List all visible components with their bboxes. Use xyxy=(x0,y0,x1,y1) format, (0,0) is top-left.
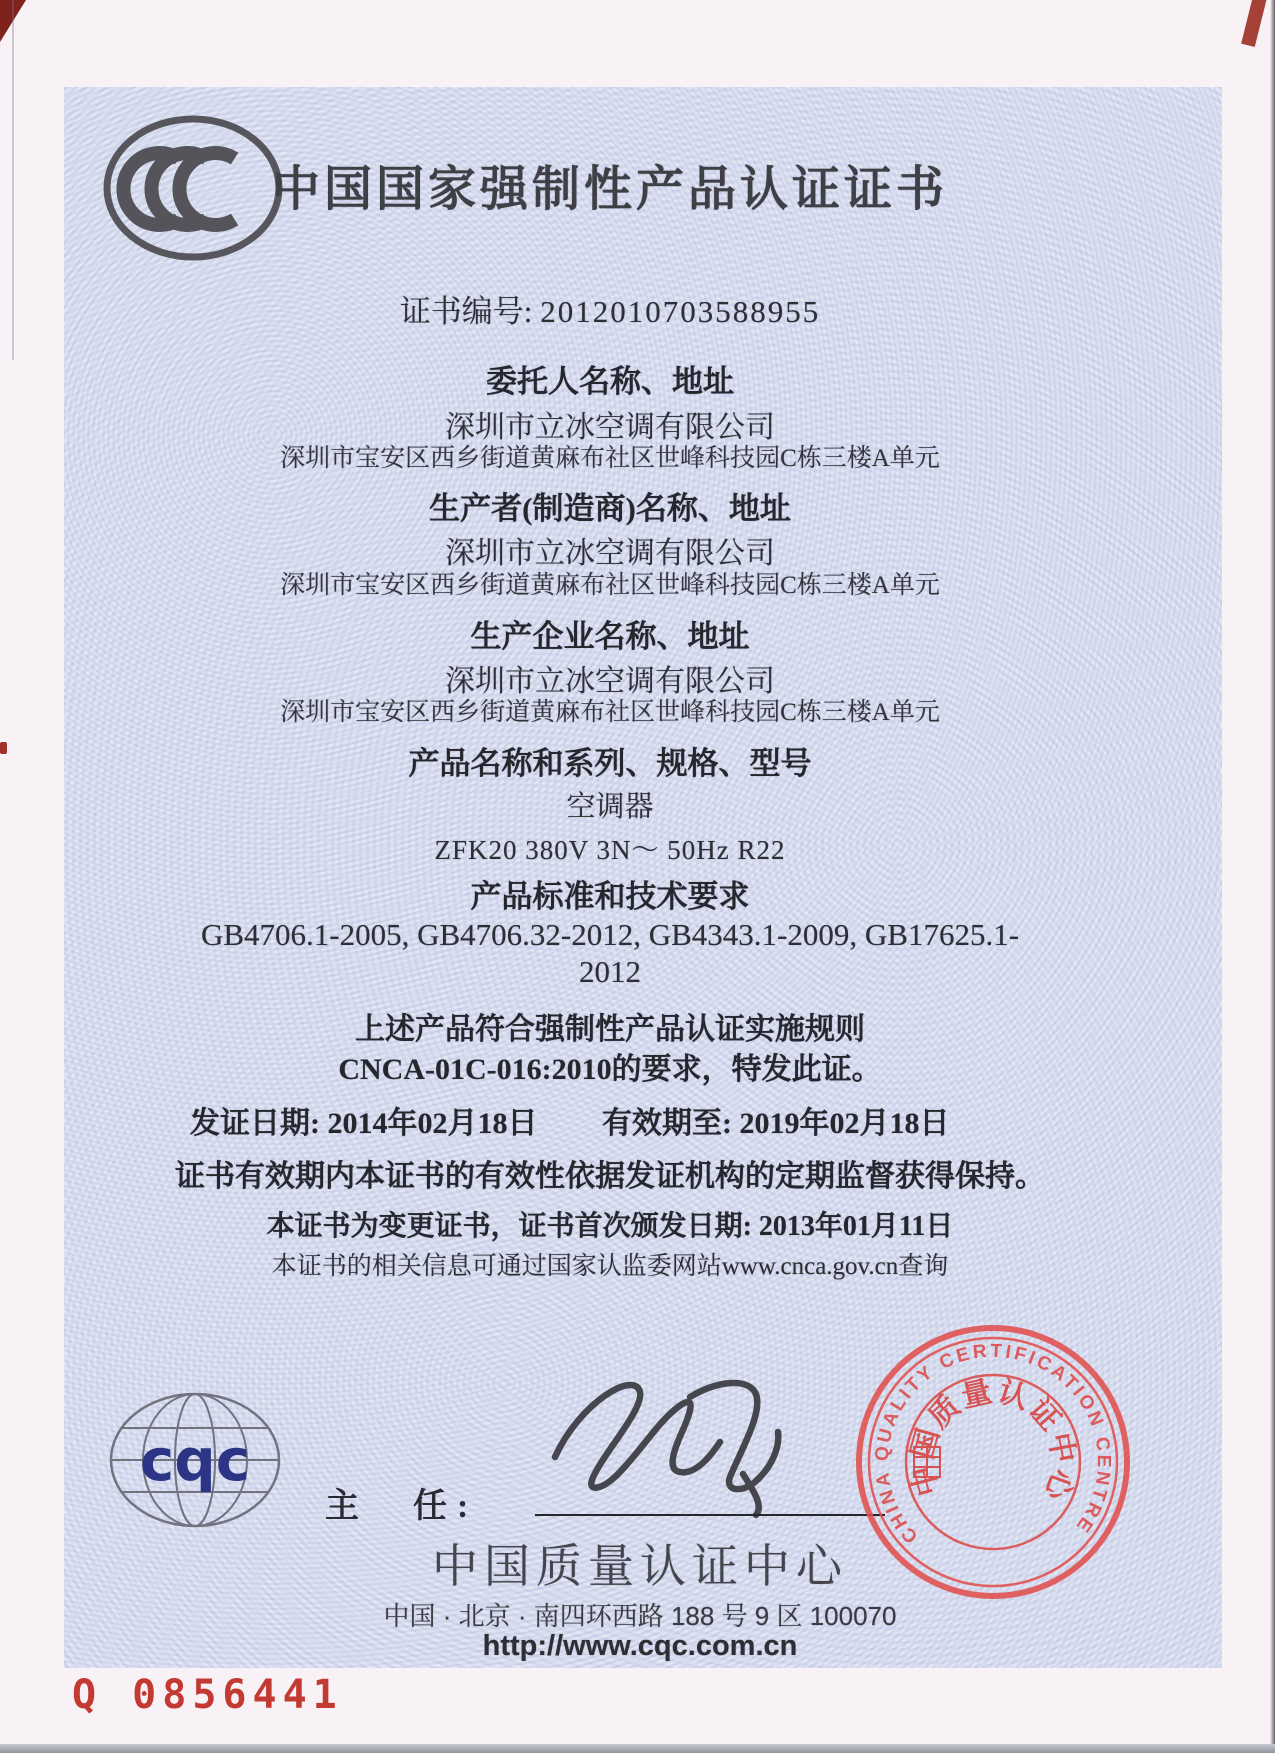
cqc-logo xyxy=(105,1388,285,1538)
expiry-date-group xyxy=(602,1098,950,1142)
cert-number-label: 证书编号: xyxy=(399,294,533,329)
stamp-ring-text: CHINA QUALITY CERTIFICATION CENTRE xyxy=(871,1340,1115,1547)
org-address: 中国 · 北京 · 南四环西路 188 号 9 区 100070 xyxy=(383,1601,897,1631)
svg-text:中国质量认证中心 xyxy=(906,1375,1081,1507)
change-note: 本证书为变更证书，证书首次颁发日期: 2013年01月11日 xyxy=(266,1211,954,1242)
validity-note: 证书有效期内本证书的有效性依据发证机构的定期监督获得保持。 xyxy=(175,1160,1045,1193)
certificate-title: 中国国家强制性产品认证证书 xyxy=(271,163,948,216)
cqc-round-stamp xyxy=(848,1317,1138,1607)
serial-number: Q 0856441 xyxy=(72,1672,343,1718)
applicant-address: 深圳市宝安区西乡街道黄麻布社区世峰科技园C栋三楼A单元 xyxy=(280,445,940,472)
producer-heading: 生产者(制造商)名称、地址 xyxy=(429,491,791,526)
director-label: 主 任: xyxy=(325,1488,479,1525)
standards-heading: 产品标准和技术要求 xyxy=(470,879,750,914)
scan-edge-bottom xyxy=(0,1744,1275,1753)
org-name: 中国质量认证中心 xyxy=(432,1540,848,1592)
factory-address: 深圳市宝安区西乡街道黄麻布社区世峰科技园C栋三楼A单元 xyxy=(280,699,940,726)
stamp-center-text: 中国质量认证中心 xyxy=(905,1374,1081,1507)
applicant-heading: 委托人名称、地址 xyxy=(486,364,734,399)
producer-name: 深圳市立冰空调有限公司 xyxy=(445,537,775,570)
applicant-name: 深圳市立冰空调有限公司 xyxy=(445,411,775,444)
signature-line xyxy=(535,1514,885,1516)
scan-artifact-top-right xyxy=(1241,0,1267,47)
issue-date-value: 2014年02月18日 xyxy=(327,1107,538,1140)
factory-heading: 生产企业名称、地址 xyxy=(470,619,750,654)
factory-name: 深圳市立冰空调有限公司 xyxy=(445,665,775,698)
producer-address: 深圳市宝安区西乡街道黄麻布社区世峰科技园C栋三楼A单元 xyxy=(280,572,940,599)
org-website: http://www.cqc.com.cn xyxy=(482,1630,798,1662)
expiry-date-label: 有效期至: xyxy=(602,1107,732,1140)
scan-artifact-left-dot xyxy=(0,742,7,754)
cert-number-value: 2012010703588955 xyxy=(540,294,821,329)
product-name: 空调器 xyxy=(566,791,654,823)
standards-line2: 2012 xyxy=(579,954,641,989)
expiry-date-value: 2019年02月18日 xyxy=(739,1107,950,1140)
product-model: ZFK20 380V 3N～ 50Hz R22 xyxy=(434,835,786,865)
cqc-logo-label: cqc xyxy=(139,1426,251,1494)
scan-edge-right xyxy=(1270,0,1275,1753)
statement-line1: 上述产品符合强制性产品认证实施规则 xyxy=(355,1013,865,1046)
scan-artifact-left-line xyxy=(12,0,14,360)
director-signature xyxy=(540,1362,820,1522)
cert-number-line xyxy=(40,286,1180,331)
issue-date-label: 发证日期: xyxy=(190,1107,320,1140)
product-heading: 产品名称和系列、规格、型号 xyxy=(408,746,812,781)
statement-line2: CNCA-01C-016:2010的要求，特发此证。 xyxy=(338,1053,882,1086)
info-note: 本证书的相关信息可通过国家认监委网站www.cnca.gov.cn查询 xyxy=(271,1253,949,1280)
standards-line1: GB4706.1-2005, GB4706.32-2012, GB4343.1-2009, GB17625.1- xyxy=(200,917,1020,952)
issue-date-group xyxy=(190,1098,538,1142)
